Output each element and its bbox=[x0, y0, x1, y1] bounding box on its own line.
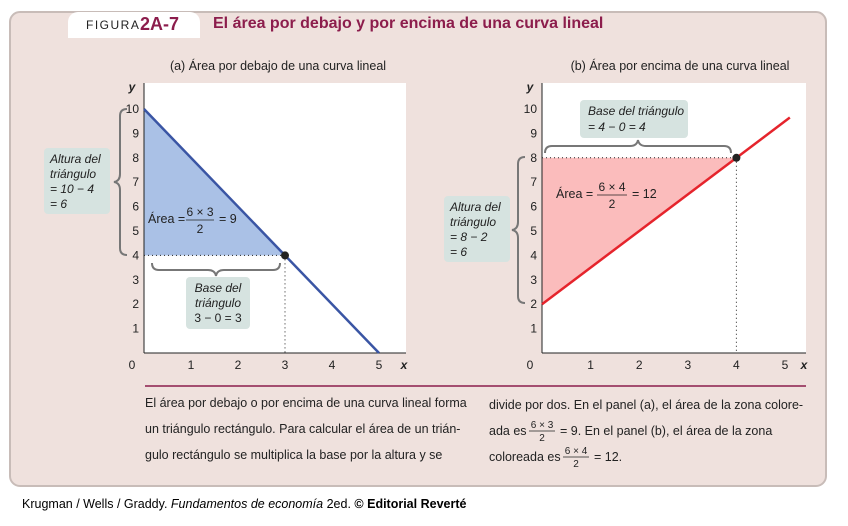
panel-b-base-note-1: Base del triángulo bbox=[588, 104, 685, 118]
panel-a-y-tick-1: 1 bbox=[132, 321, 139, 336]
panel-a-base-note-1: Base del bbox=[194, 281, 242, 295]
panel-b-y-tick-6: 6 bbox=[530, 199, 537, 214]
panel-a-x-tick-2: 2 bbox=[234, 358, 242, 372]
panel-a-x-tick-1: 1 bbox=[187, 358, 195, 372]
caption-left-line-2: un triángulo rectángulo. Para calcular el área de un trián- bbox=[145, 422, 461, 436]
panel-b-height-note-4: = 6 bbox=[450, 245, 468, 259]
panel-a-height-note-4: = 6 bbox=[50, 197, 68, 211]
figure-label: FIGURA bbox=[86, 18, 141, 32]
caption-right-line3-den: 2 bbox=[573, 459, 579, 470]
footer-authors: Krugman / Wells / Graddy. bbox=[22, 497, 168, 511]
panel-b-title: (b) Área por encima de una curva lineal bbox=[570, 59, 790, 73]
panel-b-height-note-1: Altura del bbox=[450, 200, 501, 214]
panel-a-height-note-3: = 10 − 4 bbox=[50, 182, 95, 196]
caption-left bbox=[145, 390, 475, 468]
caption-right-line3-num: 6 × 4 bbox=[564, 446, 588, 457]
panel-b-height-note-3: = 8 − 2 bbox=[450, 230, 488, 244]
panel-b-base-note-2: = 4 − 0 = 4 bbox=[588, 120, 646, 134]
panel-a-base-note-2: triángulo bbox=[194, 296, 242, 310]
panel-b-y-tick-1: 1 bbox=[530, 321, 537, 336]
caption-left-line-3: gulo rectángulo se multiplica la base por la altura y se bbox=[145, 448, 443, 462]
panel-b-x-tick-2: 2 bbox=[635, 358, 643, 372]
panel-b-origin-label: 0 bbox=[526, 358, 534, 372]
panel-a-base-note-3: 3 − 0 = 3 bbox=[194, 311, 242, 325]
panel-b-area-result: = 12 bbox=[632, 187, 657, 201]
figure-number: 2A-7 bbox=[140, 14, 180, 34]
panel-a-area-result: = 9 bbox=[219, 212, 237, 226]
panel-b-height-note-2: triángulo bbox=[450, 215, 497, 229]
caption-right-line2-post: = 9. En el panel (b), el área de la zona bbox=[560, 424, 773, 438]
figure-title: El área por debajo y por encima de una curva lineal bbox=[213, 15, 604, 32]
panel-b-y-tick-7: 7 bbox=[530, 175, 537, 190]
footer-edition: 2ed. bbox=[326, 497, 351, 511]
caption-right-line2-num: 6 × 3 bbox=[530, 420, 554, 431]
panel-a-x-axis-label: x bbox=[400, 358, 408, 372]
panel-a-y-tick-10: 10 bbox=[125, 102, 139, 116]
panel-b-point bbox=[732, 154, 740, 162]
panel-a-y-tick-6: 6 bbox=[132, 199, 139, 214]
panel-b-y-tick-9: 9 bbox=[530, 126, 537, 141]
footer-credit bbox=[22, 497, 466, 511]
panel-b-y-tick-10: 10 bbox=[523, 102, 537, 116]
panel-b-y-tick-4: 4 bbox=[530, 248, 537, 263]
panel-a-y-tick-2: 2 bbox=[132, 297, 139, 312]
panel-b-x-tick-1: 1 bbox=[587, 358, 594, 372]
caption-right-line3-pre: coloreada es bbox=[489, 450, 561, 464]
caption-right-line3-post: = 12. bbox=[594, 450, 623, 464]
panel-a-y-tick-8: 8 bbox=[132, 150, 139, 165]
caption-right-line2-den: 2 bbox=[539, 433, 545, 444]
panel-a-height-note-1: Altura del bbox=[50, 152, 101, 166]
footer-book: Fundamentos de economía bbox=[170, 497, 324, 511]
panel-b-y-tick-3: 3 bbox=[530, 272, 537, 287]
panel-a-x-tick-4: 4 bbox=[328, 358, 336, 372]
caption-left-line-1: El área por debajo o por encima de una curva lineal forma bbox=[145, 396, 467, 410]
panel-b-x-axis-label: x bbox=[800, 358, 808, 372]
panel-b-y-tick-5: 5 bbox=[530, 224, 537, 238]
panel-b-area-den: 2 bbox=[608, 197, 616, 211]
panel-a-y-tick-7: 7 bbox=[132, 175, 139, 190]
panel-b-area-num: 6 × 4 bbox=[598, 180, 626, 194]
panel-a-area-den: 2 bbox=[196, 222, 204, 236]
footer-publisher: © Editorial Reverté bbox=[354, 497, 467, 511]
panel-a-y-tick-5: 5 bbox=[132, 224, 139, 238]
panel-b-x-tick-4: 4 bbox=[733, 358, 740, 372]
panel-a-area-label: Área = bbox=[148, 212, 186, 226]
panel-a-origin-label: 0 bbox=[128, 358, 136, 372]
panel-a-point bbox=[281, 251, 289, 259]
panel-b-area-label: Área = bbox=[556, 187, 594, 201]
panel-b-x-tick-5: 5 bbox=[781, 358, 789, 372]
panel-b-y-axis-label: y bbox=[526, 80, 534, 94]
panel-a-area-num: 6 × 3 bbox=[186, 205, 214, 219]
panel-a-title: (a) Área por debajo de una curva lineal bbox=[169, 59, 387, 73]
panel-a-x-tick-3: 3 bbox=[281, 358, 289, 372]
caption-right-line1: divide por dos. En el panel (a), el área de la zona colore- bbox=[489, 398, 804, 412]
panel-b-y-tick-2: 2 bbox=[530, 297, 537, 312]
panel-a-y-tick-3: 3 bbox=[132, 272, 139, 287]
caption-right-line2-pre: ada es bbox=[489, 424, 527, 438]
panel-b-y-tick-8: 8 bbox=[530, 150, 537, 165]
panel-a-x-tick-5: 5 bbox=[375, 358, 383, 372]
panel-a-y-tick-9: 9 bbox=[132, 126, 139, 141]
panel-a-y-axis-label: y bbox=[128, 80, 136, 94]
panel-a-height-note-2: triángulo bbox=[50, 167, 97, 181]
panel-b-x-tick-3: 3 bbox=[684, 358, 692, 372]
panel-a-y-tick-4: 4 bbox=[132, 248, 139, 263]
